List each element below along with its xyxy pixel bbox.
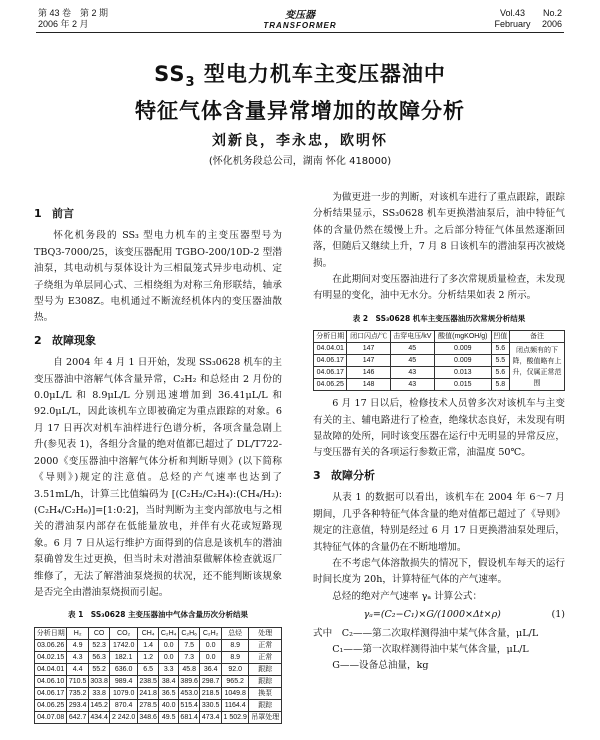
table-cell: 965.2 — [221, 675, 249, 687]
table-cell: 989.4 — [110, 675, 138, 687]
table-2-caption: 表 2 SS₃0628 机车主变压器油历次常规分析结果 — [352, 313, 526, 323]
table-2 — [313, 330, 565, 391]
journal-name-cn: 变压器 — [285, 10, 315, 21]
table-header-cell: 凹值 — [491, 331, 509, 343]
section-heading-1: 1 前言 — [34, 207, 74, 220]
table-cell: 303.8 — [88, 675, 109, 687]
journal-name-en: TRANSFORMER — [263, 21, 337, 30]
date-en: February 2006 — [494, 19, 562, 29]
formula-definition: C₁——第一次取样测得油中某气体含量，μL/L — [332, 643, 529, 655]
section-heading-2: 2 故障现象 — [34, 333, 96, 347]
table-cell: 1164.4 — [221, 699, 249, 711]
table-cell: 5.6 — [491, 343, 509, 355]
formula-number: (1) — [551, 609, 565, 621]
table-cell: 04.06.10 — [35, 675, 67, 687]
section-heading-3: 3 故障分析 — [313, 468, 375, 482]
table-cell: 5.8 — [491, 379, 509, 391]
table-cell: 正常 — [249, 651, 282, 663]
table-cell: 04.06.17 — [314, 367, 347, 379]
table-row — [314, 343, 565, 355]
table-cell: 1742.0 — [110, 639, 138, 651]
table-header-cell: CO₂ — [110, 627, 138, 639]
table-cell: 148 — [347, 379, 390, 391]
table-cell: 0.0 — [159, 651, 179, 663]
table-header-cell: CH₄ — [137, 627, 158, 639]
table-header-cell: 分析日期 — [314, 331, 347, 343]
table-cell: 0.015 — [435, 379, 492, 391]
table-cell: 0.009 — [435, 343, 492, 355]
table-cell: 4.9 — [67, 639, 88, 651]
table-row — [35, 699, 282, 711]
table-header-cell: 酸值(mgKOH/g) — [435, 331, 492, 343]
table-cell: 6.5 — [137, 663, 158, 675]
table-cell: 45.8 — [178, 663, 199, 675]
paragraph: 总烃的绝对产气速率 γₐ 计算公式： — [332, 590, 483, 602]
table-cell: 5.5 — [491, 355, 509, 367]
table-cell: 04.06.25 — [35, 699, 67, 711]
table-cell: 238.5 — [137, 675, 158, 687]
table-cell: 跟踪 — [249, 663, 282, 675]
table-cell: 293.4 — [67, 699, 88, 711]
table-cell: 7.5 — [178, 639, 199, 651]
title-line-1: $SS_3$ 型电力机车主变压器油中 — [154, 62, 446, 91]
table-remark-cell: 闭点频有的下降，酸值略有上升，仅属正常范围 — [510, 343, 565, 391]
table-cell: 0.0 — [200, 639, 221, 651]
table-cell: 473.4 — [200, 711, 221, 723]
table-cell: 146 — [347, 367, 390, 379]
table-header-cell: 处理 — [249, 627, 282, 639]
authors: 刘新良，李永忠，欧明怀 — [212, 133, 388, 149]
table-cell: 642.7 — [67, 711, 88, 723]
table-cell: 36.4 — [200, 663, 221, 675]
table-cell: 换泵 — [249, 687, 282, 699]
table-row — [35, 711, 282, 723]
table-cell: 56.3 — [88, 651, 109, 663]
table-cell: 330.5 — [200, 699, 221, 711]
table-cell: 1079.0 — [110, 687, 138, 699]
table-cell: 298.7 — [200, 675, 221, 687]
table-cell: 52.3 — [88, 639, 109, 651]
table-cell: 453.0 — [178, 687, 199, 699]
paragraph: 6 月 17 日以后，检修技术人员曾多次对该机车与主变有关的主、辅电路进行了检查，绝缘状态良好，未发现有明显故障的处所，同时该变压器在运行中无明显的异常反应，与变压器有关的各项运行参数正常，油温度 50℃。 — [313, 398, 565, 459]
table-cell: 636.0 — [110, 663, 138, 675]
table-header-cell: 备注 — [510, 331, 565, 343]
table-header-cell: H₂ — [67, 627, 88, 639]
table-1-caption: 表 1 SS₃0628 主变压器油中气体含量历次分析结果 — [67, 610, 249, 620]
header-divider — [36, 32, 564, 33]
table-cell: 8.9 — [221, 651, 249, 663]
table-cell: 145.2 — [88, 699, 109, 711]
paragraph: 在不考虑气体溶散损失的情况下，假设机车每天的运行时间长度为 20h，计算特征气体的产气速率。 — [313, 557, 565, 586]
table-cell: 218.5 — [200, 687, 221, 699]
table-cell: 04.06.17 — [35, 687, 67, 699]
table-cell: 681.4 — [178, 711, 199, 723]
table-cell: 147 — [347, 343, 390, 355]
right-column — [313, 190, 565, 675]
table-cell: 跟踪 — [249, 675, 282, 687]
table-cell: 45 — [390, 355, 434, 367]
table-row — [35, 687, 282, 699]
table-cell: 0.009 — [435, 355, 492, 367]
table-cell: 870.4 — [110, 699, 138, 711]
table-header-cell: 分析日期 — [35, 627, 67, 639]
table-cell: 43 — [390, 379, 434, 391]
table-cell: 1.2 — [137, 651, 158, 663]
table-cell: 710.5 — [67, 675, 88, 687]
table-cell: 55.2 — [88, 663, 109, 675]
table-cell: 04.04.01 — [35, 663, 67, 675]
table-cell: 735.2 — [67, 687, 88, 699]
table-header-cell: 击穿电压/kV — [390, 331, 434, 343]
table-cell: 3.3 — [159, 663, 179, 675]
table-cell: 434.4 — [88, 711, 109, 723]
table-cell: 8.9 — [221, 639, 249, 651]
table-cell: 04.06.25 — [314, 379, 347, 391]
table-cell: 38.4 — [159, 675, 179, 687]
article-title — [0, 60, 600, 125]
table-cell: 04.07.08 — [35, 711, 67, 723]
table-header-cell: C₂H₆ — [178, 627, 199, 639]
table-cell: 45 — [390, 343, 434, 355]
table-cell: 43 — [390, 367, 434, 379]
formula-definition: 式中 C₂——第二次取样测得油中某气体含量，μL/L — [313, 627, 539, 639]
table-cell: 182.1 — [110, 651, 138, 663]
table-cell: 5.6 — [491, 367, 509, 379]
table-cell: 4.4 — [67, 663, 88, 675]
paragraph: 怀化机务段的 SS₃ 型电力机车的主变压器型号为 TBQ3-7000/25，该变压器配用 TGBO-200/10D-2 型潜油泵，其电动机与泵体设计为三相鼠笼式异步电动机、定子绕组为单层同心式、三相绕组为对称三角形联结，轴承型号为 E308Z。电机通过不断流经机体内的变压器油散热。 — [34, 230, 282, 324]
table-cell: 1049.8 — [221, 687, 249, 699]
table-1 — [34, 627, 282, 724]
title-line-2: 特征气体含量异常增加的故障分析 — [135, 99, 465, 124]
volume-en: Vol.43 No.2 — [499, 8, 562, 18]
table-header-cell: C₂H₂ — [200, 627, 221, 639]
table-cell: 吊罩处理 — [249, 711, 282, 723]
table-cell: 4.3 — [67, 651, 88, 663]
table-cell: 389.6 — [178, 675, 199, 687]
table-cell: 147 — [347, 355, 390, 367]
table-cell: 40.0 — [159, 699, 179, 711]
paragraph: 在此期间对变压器油进行了多次常规质量检查，未发现有明显的变化，油中无水分。分析结果如表 2 所示。 — [313, 274, 565, 302]
table-cell: 92.0 — [221, 663, 249, 675]
left-column — [34, 200, 282, 724]
table-cell: 49.5 — [159, 711, 179, 723]
table-cell: 正常 — [249, 639, 282, 651]
table-cell: 04.02.15 — [35, 651, 67, 663]
table-row — [35, 651, 282, 663]
table-cell: 348.6 — [137, 711, 158, 723]
table-cell: 04.04.01 — [314, 343, 347, 355]
table-cell: 03.06.26 — [35, 639, 67, 651]
table-cell: 0.0 — [159, 639, 179, 651]
table-cell: 7.3 — [178, 651, 199, 663]
table-row — [35, 663, 282, 675]
table-header-cell: CO — [88, 627, 109, 639]
table-cell: 0.0 — [200, 651, 221, 663]
paragraph: 为做更进一步的判断，对该机车进行了重点跟踪，跟踪分析结果显示，SS₃0628 机车更换潜油泵后，油中特征气体的含量仍然在缓慢上升。之后部分特征气体虽然逐渐回落，但随后又继续上升，7 月 8 日该机车的潜油泵再次被烧损。 — [313, 192, 565, 269]
formula-definition: G——设备总油量，kg — [332, 660, 429, 672]
table-cell: 33.8 — [88, 687, 109, 699]
header-right — [494, 8, 562, 30]
table-row — [35, 639, 282, 651]
table-header-cell: C₂H₄ — [159, 627, 179, 639]
table-cell: 1 502.9 — [221, 711, 249, 723]
table-cell: 跟踪 — [249, 699, 282, 711]
paragraph: 自 2004 年 4 月 1 日开始，发现 SS₃0628 机车的主变压器油中溶解气体含量异常，C₂H₂ 和总烃由 2 月份的 0.0μL/L 和 8.9μL/L 分别迅速增加到 36.41μL/L 和 92.0μL/L，因此该机车立即被确定为重点跟踪的对象。6 月 17 日再次对机车油样进行色谱分析，各项含量急剧上升(参见表 1)，各组分含量的绝对值都已超过了 DL/T722-2000《变压器油中溶解气体分析和判断导则》(以下简称《导则》)规定的注意值。总烃的产气速率也达到了 3.51mL/h，计算三比值编码为 [(C₂H₂/C₂H₄):(CH₄/H₂):(C₂H₄/C₂H₆)]=[1:0:2]，当时判断为主变内部放电与之相关的潜油泵内部存在低能量放电，并伴有火花或短路现象。6 月 7 日从运行维护方面得到的信息是该机车的潜油泵确曾发生过更换，但当时未对潜油泵做解体检查就返厂维修了，无法了解潜油泵烧损的状况，还不能判断该规象是否完全由潜油泵烧损而引起。 — [34, 357, 282, 598]
table-cell: 36.5 — [159, 687, 179, 699]
paragraph: 从表 1 的数据可以看出，该机车在 2004 年 6～7 月期间，几乎各种特征气体含量的绝对值都已超过了《导则》规定的注意值，特别是经过 6 月 17 日更换潜油泵处理后，其特征气体的含量仍在不断地增加。 — [313, 492, 565, 553]
volume-cn: 第 43 卷 第 2 期 — [38, 8, 109, 18]
formula-1: γₐ=(C₂−C₁)×G/(1000×Δt×ρ) (1) — [313, 607, 565, 623]
table-cell: 241.8 — [137, 687, 158, 699]
table-header-cell: 总烃 — [221, 627, 249, 639]
table-header-cell: 闭口闪点/℃ — [347, 331, 390, 343]
table-cell: 04.06.17 — [314, 355, 347, 367]
table-cell: 515.4 — [178, 699, 199, 711]
affiliation: (怀化机务段总公司，湖南 怀化 418000) — [208, 156, 392, 167]
table-cell: 2 242.0 — [110, 711, 138, 723]
table-cell: 0.013 — [435, 367, 492, 379]
date-cn: 2006 年 2 月 — [38, 19, 89, 29]
table-cell: 1.4 — [137, 639, 158, 651]
table-cell: 278.5 — [137, 699, 158, 711]
table-row — [35, 675, 282, 687]
